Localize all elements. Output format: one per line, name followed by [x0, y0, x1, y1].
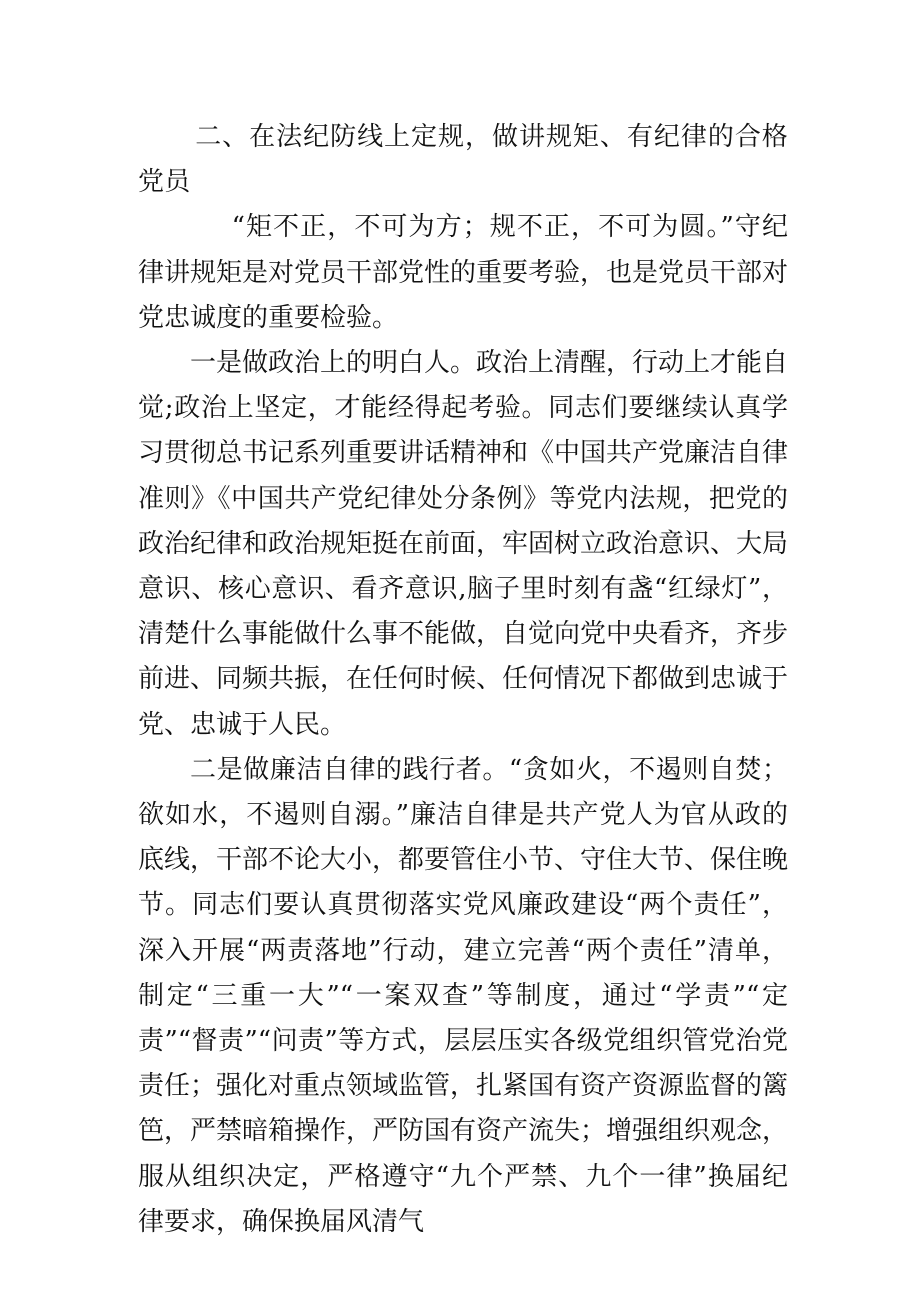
paragraph-intro: “矩不正，不可为方；规不正，不可为圆。”守纪律讲规矩是对党员干部党性的重要考验，也是党员干部对党忠诚度的重要检验。	[138, 212, 789, 333]
section-heading: 二、在法纪防线上定规，做讲规矩、有纪律的合格党员	[138, 122, 788, 198]
paragraph-integrity: 二是做廉洁自律的践行者。“贪如火，不遏则自焚；欲如水，不遏则自溺。”廉洁自律是共产党人为官从政的底线，干部不论大小，都要管住小节、守住大节、保住晚节。同志们要认真贯彻落实党风廉政建设“两个责任”，深入开展“两责落地”行动，建立完善“两个责任”清单，制定“三重一大”“一案双查”等制度，通过“学责”“定责”“督责”“问责”等方式，层层压实各级党组织管党治党责任；强化对重点领域监管，扎紧国有资产资源监督的篱笆，严禁暗箱操作，严防国有资产流失；增强组织观念，服从组织决定，严格遵守“九个严禁、九个一律”换届纪律要求，确保换届风清气	[138, 754, 789, 1237]
document-body	[138, 115, 788, 1245]
paragraph-political: 一是做政治上的明白人。政治上清醒，行动上才能自觉;政治上坚定，才能经得起考验。同志们要继续认真学习贯彻总书记系列重要讲话精神和《中国共产党廉洁自律准则》《中国共产党纪律处分条例》等党内法规，把党的政治纪律和政治规矩挺在前面，牢固树立政治意识、大局意识、核心意识、看齐意识,脑子里时刻有盏“红绿灯”，清楚什么事能做什么事不能做，自觉向党中央看齐，齐步前进、同频共振，在任何时候、任何情况下都做到忠诚于党、忠诚于人民。	[138, 348, 789, 740]
